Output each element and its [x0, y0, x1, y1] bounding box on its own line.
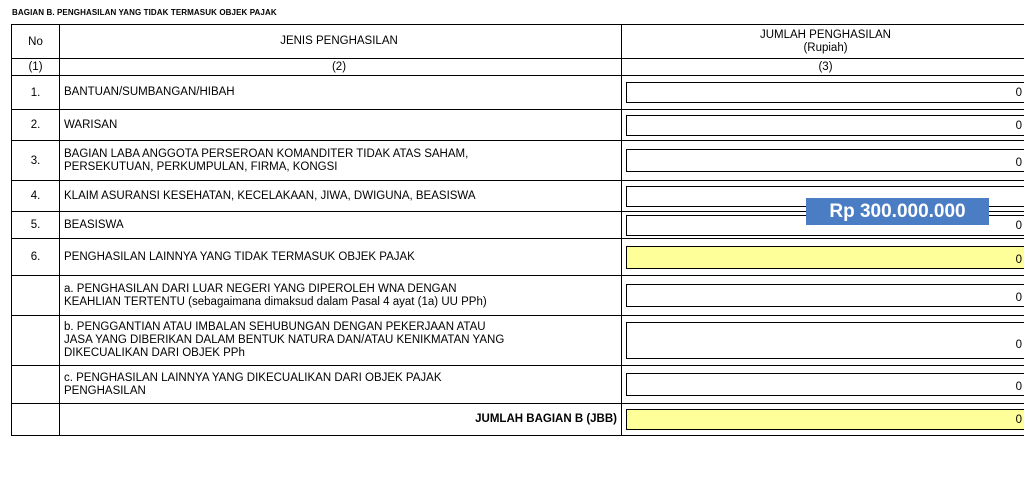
row-label: WARISAN — [60, 110, 622, 141]
amount-cell — [622, 239, 1024, 276]
table-header-row — [12, 25, 1024, 59]
row-label-line: BAGIAN LABA ANGGOTA PERSEROAN KOMANDITER TIDAK ATAS SAHAM, — [64, 147, 469, 160]
row-label — [60, 141, 622, 181]
row-number: 2. — [12, 110, 60, 141]
header-jumlah-line2: (Rupiah) — [803, 41, 848, 54]
row-number: 4. — [12, 181, 60, 212]
row-label: BEASISWA — [60, 212, 622, 239]
table-row — [12, 110, 1024, 141]
row-number: 6. — [12, 239, 60, 276]
amount-cell — [622, 110, 1024, 141]
amount-field-beasiswa[interactable]: 0 — [626, 215, 1024, 236]
amount-field-warisan[interactable]: 0 — [626, 115, 1024, 136]
col-number-3: (3) — [622, 59, 1024, 76]
subrow-label-line: c. PENGHASILAN LAINNYA YANG DIKECUALIKAN DARI OBJEK PAJAK — [64, 371, 442, 384]
amount-cell — [622, 76, 1024, 110]
empty-no-cell — [12, 276, 60, 316]
subrow-label — [60, 316, 622, 366]
amount-field-natura[interactable]: 0 — [626, 322, 1024, 359]
table-subrow — [12, 276, 1024, 316]
subrow-label-line: PENGHASILAN — [64, 384, 146, 397]
subrow-label-line: b. PENGGANTIAN ATAU IMBALAN SEHUBUNGAN DENGAN PEKERJAAN ATAU — [64, 321, 486, 333]
table-row — [12, 76, 1024, 110]
col-number-2: (2) — [60, 59, 622, 76]
row-number: 1. — [12, 76, 60, 110]
subrow-label-line: JASA YANG DIBERIKAN DALAM BENTUK NATURA DAN/ATAU KENIKMATAN YANG — [64, 334, 505, 346]
amount-cell — [622, 276, 1024, 316]
header-jumlah-line1: JUMLAH PENGHASILAN — [759, 28, 891, 41]
subrow-label-line: DIKECUALIKAN DARI OBJEK PPh — [64, 347, 245, 359]
empty-no-cell — [12, 366, 60, 404]
total-label: JUMLAH BAGIAN B (JBB) — [60, 404, 622, 436]
subrow-label — [60, 276, 622, 316]
amount-field-bantuan[interactable]: 0 — [626, 82, 1024, 103]
amount-field-dikecualikan[interactable]: 0 — [626, 373, 1024, 396]
header-no: No — [12, 25, 60, 59]
table-subrow — [12, 316, 1024, 366]
section-title: BAGIAN B. PENGHASILAN YANG TIDAK TERMASUK OBJEK PAJAK — [12, 8, 277, 17]
empty-no-cell — [12, 316, 60, 366]
table-subrow — [12, 366, 1024, 404]
table-row — [12, 141, 1024, 181]
table-row — [12, 239, 1024, 276]
amount-field-penghasilan-lainnya: 0 — [626, 246, 1024, 269]
column-number-row — [12, 59, 1024, 76]
row-label: PENGHASILAN LAINNYA YANG TIDAK TERMASUK OBJEK PAJAK — [60, 239, 622, 276]
subrow-label — [60, 366, 622, 404]
row-number: 5. — [12, 212, 60, 239]
amount-field-luar-negeri[interactable]: 0 — [626, 284, 1024, 307]
empty-no-cell — [12, 404, 60, 436]
row-label-line: PERSEKUTUAN, PERKUMPULAN, FIRMA, KONGSI — [64, 160, 338, 173]
subrow-label-line: KEAHLIAN TERTENTU (sebagaimana dimaksud dalam Pasal 4 ayat (1a) UU PPh) — [64, 295, 487, 308]
amount-cell — [622, 366, 1024, 404]
header-jenis: JENIS PENGHASILAN — [60, 25, 622, 59]
col-number-1: (1) — [12, 59, 60, 76]
subrow-label-line: a. PENGHASILAN DARI LUAR NEGERI YANG DIPEROLEH WNA DENGAN — [64, 282, 457, 295]
total-row — [12, 404, 1024, 436]
amount-cell — [622, 316, 1024, 366]
amount-field-bagian-laba[interactable]: 0 — [626, 149, 1024, 172]
total-amount-field: 0 — [626, 409, 1024, 430]
row-label: KLAIM ASURANSI KESEHATAN, KECELAKAAN, JIWA, DWIGUNA, BEASISWA — [60, 181, 622, 212]
row-label: BANTUAN/SUMBANGAN/HIBAH — [60, 76, 622, 110]
amount-cell — [622, 404, 1024, 436]
income-table — [11, 24, 1024, 436]
header-jumlah — [622, 25, 1024, 59]
amount-cell — [622, 141, 1024, 181]
row-number: 3. — [12, 141, 60, 181]
amount-overlay-badge: Rp 300.000.000 — [806, 198, 989, 225]
